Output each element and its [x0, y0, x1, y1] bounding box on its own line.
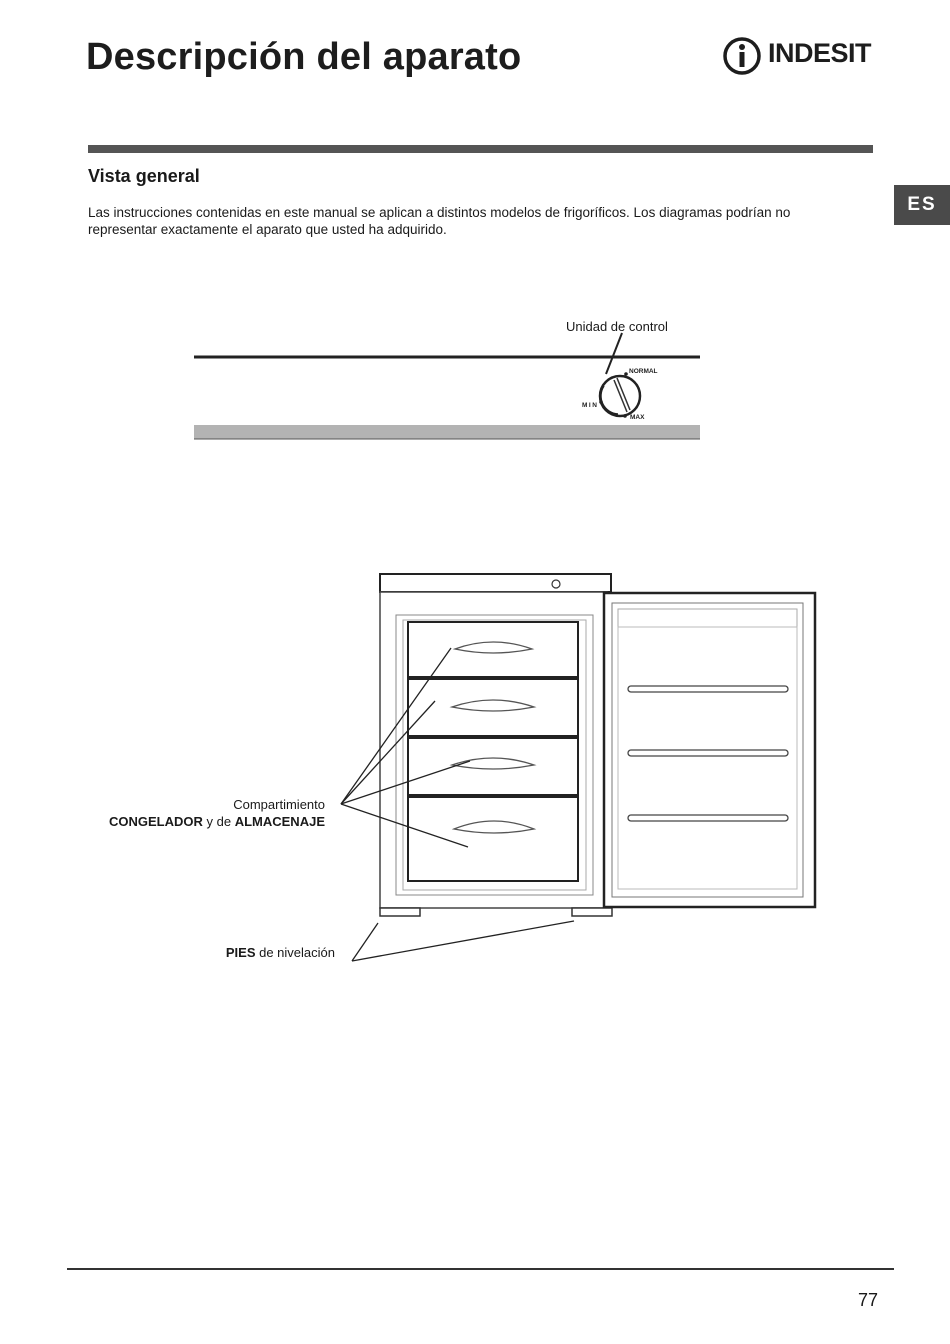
compartment-callout: [60, 796, 325, 830]
leveling-foot-left: [380, 908, 420, 916]
compartment-callout-bold2: ALMACENAJE: [234, 814, 325, 829]
footer-rule: [67, 1268, 894, 1270]
feet-callout-rest: de nivelación: [255, 945, 335, 960]
intro-paragraph: Las instrucciones contenidas en este manual se aplican a distintos modelos de frigoríficos. Los diagramas podrían no representar exactamente el aparato que usted ha adquirido.: [88, 205, 791, 237]
thermostat-dial: [599, 372, 640, 418]
control-callout-leader: [606, 333, 622, 374]
dial-label-max: MAX: [630, 414, 645, 421]
dial-label-min: MIN: [582, 402, 599, 409]
compartment-callout-bold1: CONGELADOR: [109, 814, 203, 829]
compartment-callout-mid: y de: [202, 814, 235, 829]
freezer-diagram: [330, 565, 830, 975]
header-rule: [88, 145, 873, 153]
drawer-4: [408, 797, 578, 881]
drawer-1: [408, 622, 578, 677]
feet-callout: [150, 944, 335, 961]
dial-label-normal: NORMAL: [629, 368, 658, 375]
cabinet-top: [380, 574, 611, 592]
language-tab: ES: [894, 185, 950, 225]
feet-callout-bold: PIES: [225, 945, 256, 960]
brand-logo-icon: [722, 34, 766, 78]
page-title: Descripción del aparato: [86, 36, 522, 78]
section-heading: Vista general: [88, 166, 200, 186]
control-panel-strip: [194, 425, 700, 439]
brand-name: INDESIT: [768, 38, 872, 68]
leveling-foot-right: [572, 908, 612, 916]
page-number: 77: [858, 1290, 879, 1310]
drawer-2: [408, 679, 578, 736]
drawer-3: [408, 738, 578, 795]
control-unit-callout: Unidad de control: [566, 319, 668, 334]
feet-callout-leaders: [352, 921, 574, 961]
control-panel-diagram: [190, 330, 710, 450]
compartment-callout-line1: Compartimiento: [233, 797, 325, 812]
brand-logo: [722, 34, 882, 78]
